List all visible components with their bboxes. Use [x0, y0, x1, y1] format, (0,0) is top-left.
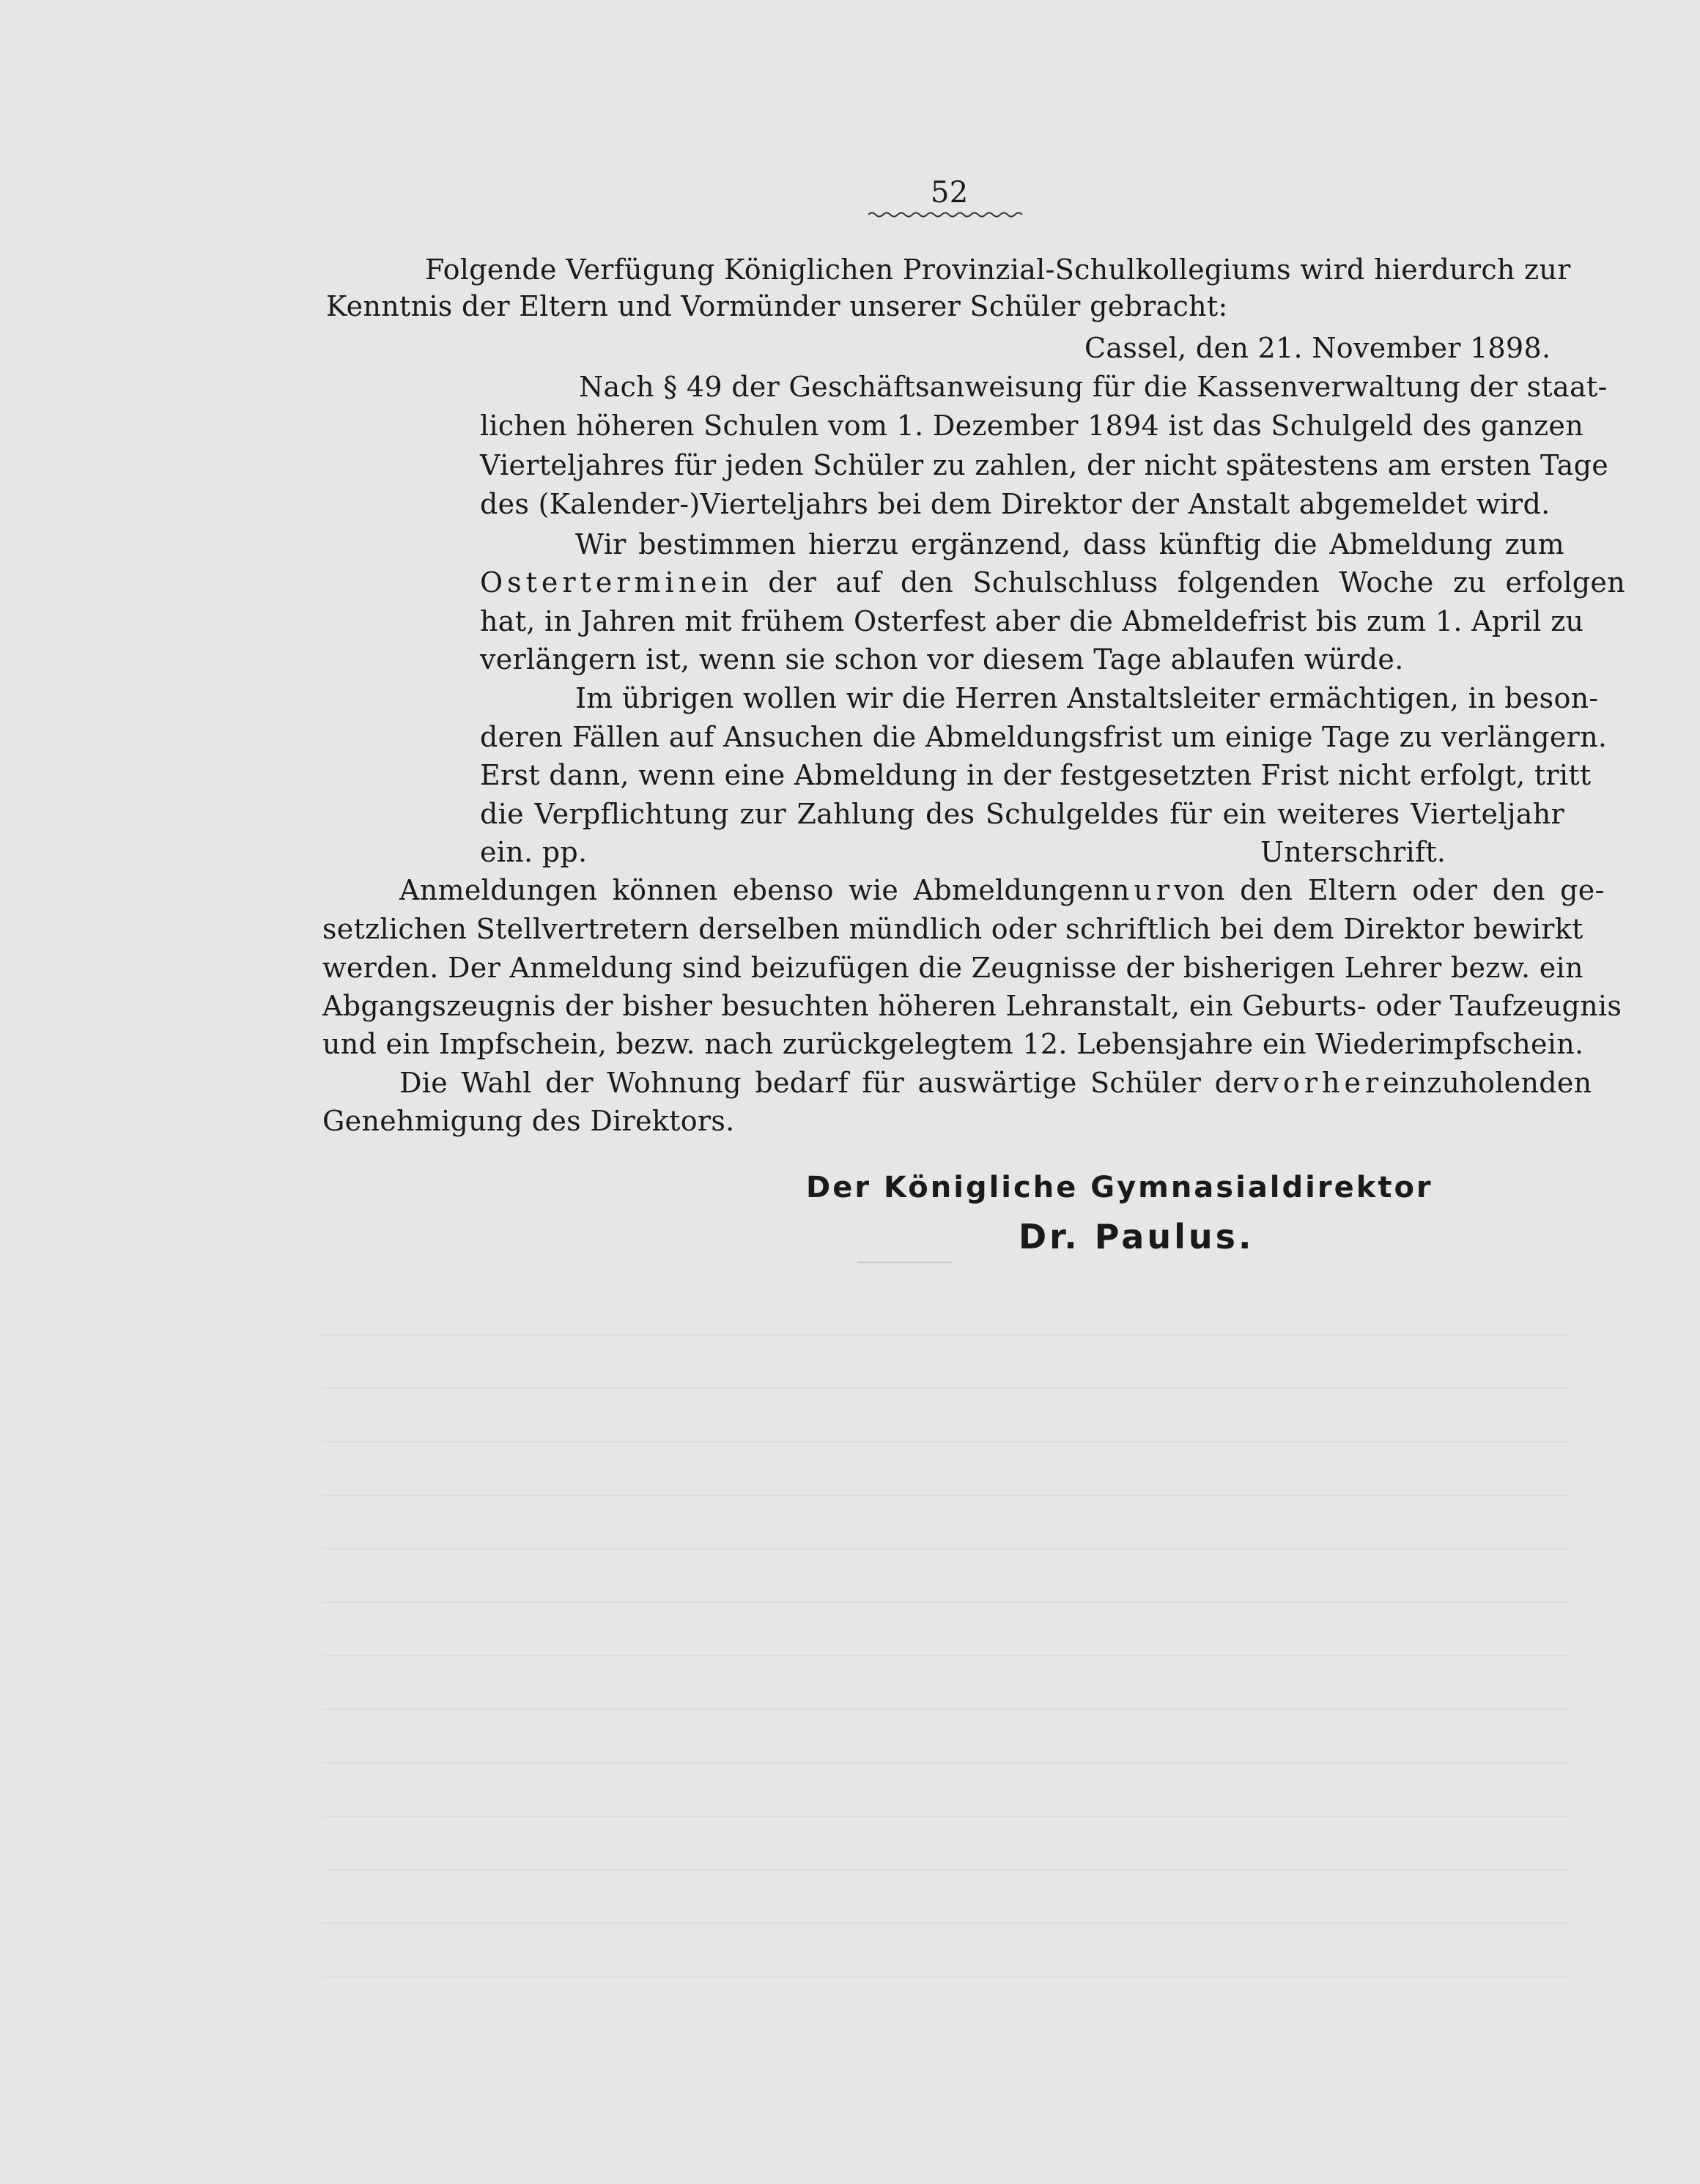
faint-divider — [857, 1262, 953, 1263]
ostertermine-word: Ostertermine — [480, 566, 722, 599]
decree-line-4: des (Kalender-)Vierteljahrs bei dem Direktor der Anstalt abgemeldet wird. — [480, 488, 1551, 520]
wohnung-a: Die Wahl der Wohnung bedarf für auswärtige Schüler der — [399, 1067, 1263, 1099]
decree-line-10: Erst dann, wenn eine Abmeldung in der festgesetzten Frist nicht erfolgt, tritt — [480, 759, 1592, 791]
decree-line-11: die Verpflichtung zur Zahlung des Schulgeldes für ein weiteres Vierteljahr — [480, 798, 1564, 830]
anmeldung-l1-b: von den Eltern oder den ge- — [1174, 874, 1605, 906]
page-number-underline — [868, 211, 1026, 218]
intro-line-2: Kenntnis der Eltern und Vormünder unserer Schüler gebracht: — [326, 290, 1228, 322]
wohnung-b: einzuholenden — [1383, 1067, 1592, 1099]
decree-line-6: hat, in Jahren mit frühem Osterfest aber die Abmeldefrist bis zum 1. April zu — [480, 605, 1584, 637]
anmeldung-line-1 — [399, 873, 1605, 907]
ostertermine-rest: in der auf den Schulschluss folgenden Woche zu erfolgen — [721, 566, 1625, 599]
page-number: 52 — [931, 176, 969, 210]
wohnung-vorher: vorher — [1263, 1067, 1383, 1099]
signature-title: Der Königliche Gymnasialdirektor — [806, 1171, 1433, 1204]
decree-date: Cassel, den 21. November 1898. — [1084, 332, 1551, 364]
decree-line-1: Nach § 49 der Geschäftsanweisung für die Kassenverwaltung der staat- — [579, 371, 1608, 403]
signature-name: Dr. Paulus. — [1019, 1217, 1254, 1256]
wohnung-line-2: Genehmigung des Direktors. — [322, 1105, 735, 1137]
decree-line-9: deren Fällen auf Ansuchen die Abmeldungsfrist um einige Tage zu verlängern. — [480, 721, 1608, 753]
decree-line-7: verlängern ist, wenn sie schon vor diesem Tage ablaufen würde. — [480, 643, 1404, 675]
anmeldung-line-4: Abgangszeugnis der bisher besuchten höheren Lehranstalt, ein Geburts- oder Taufzeugnis — [322, 990, 1622, 1022]
decree-unterschrift: Unterschrift. — [1260, 836, 1446, 868]
decree-ein-pp: ein. pp. — [480, 836, 588, 868]
decree-line-5: Wir bestimmen hierzu ergänzend, dass künftig die Abmeldung zum — [575, 528, 1564, 560]
anmeldung-l1-a: Anmeldungen können ebenso wie Abmeldungen — [399, 874, 1112, 906]
anmeldung-l1-nur: nur — [1111, 874, 1175, 906]
anmeldung-line-5: und ein Impfschein, bezw. nach zurückgelegtem 12. Lebensjahre ein Wiederimpfschein. — [322, 1028, 1584, 1060]
bleed-through-texture — [322, 1289, 1568, 1985]
decree-line-3: Vierteljahres für jeden Schüler zu zahlen, der nicht spätestens am ersten Tage — [480, 449, 1609, 481]
decree-line-2: lichen höheren Schulen vom 1. Dezember 1894 ist das Schulgeld des ganzen — [480, 410, 1583, 442]
decree-ostertermine-line — [480, 566, 1625, 599]
anmeldung-line-3: werden. Der Anmeldung sind beizufügen die Zeugnisse der bisherigen Lehrer bezw. ein — [322, 952, 1583, 984]
wohnung-line-1 — [399, 1066, 1592, 1100]
intro-line-1: Folgende Verfügung Königlichen Provinzial-Schulkollegiums wird hierdurch zur — [425, 253, 1571, 286]
anmeldung-line-2: setzlichen Stellvertretern derselben mündlich oder schriftlich bei dem Direktor bewirkt — [322, 913, 1583, 945]
decree-line-8: Im übrigen wollen wir die Herren Anstaltsleiter ermächtigen, in beson- — [575, 682, 1599, 714]
